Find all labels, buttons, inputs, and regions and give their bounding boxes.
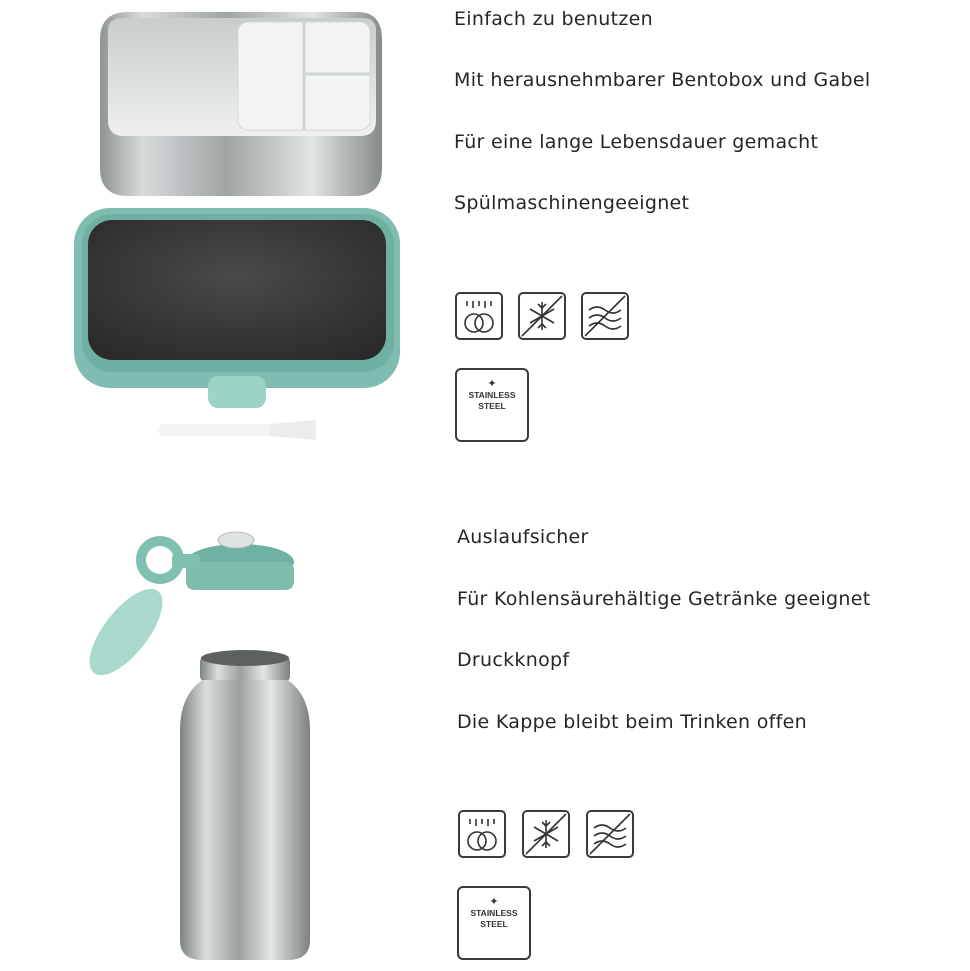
bottle-feature-4: Die Kappe bleibt beim Trinken offen bbox=[457, 711, 807, 733]
bottle-image bbox=[80, 520, 320, 960]
lunchbox-image bbox=[70, 0, 410, 450]
bottle-feature-2: Für Kohlensäurehältige Getränke geeignet bbox=[457, 588, 871, 610]
badge-line-2: STEEL bbox=[480, 919, 508, 929]
badge-line-2: STEEL bbox=[478, 401, 506, 411]
sparkle-icon: ✦ bbox=[487, 377, 497, 390]
lunchbox-feature-4: Spülmaschinengeeignet bbox=[454, 192, 690, 214]
lunchbox-feature-1: Einfach zu benutzen bbox=[454, 8, 653, 30]
freezer-icon bbox=[522, 810, 570, 858]
lunchbox-feature-3: Für eine lange Lebensdauer gemacht bbox=[454, 131, 819, 153]
no-heat-icon bbox=[581, 292, 629, 340]
no-heat-icon bbox=[586, 810, 634, 858]
sparkle-icon: ✦ bbox=[489, 895, 499, 908]
freezer-icon bbox=[518, 292, 566, 340]
stainless-steel-badge bbox=[457, 886, 531, 960]
lunchbox-feature-2: Mit herausnehmbarer Bentobox und Gabel bbox=[454, 69, 871, 91]
stainless-steel-badge bbox=[455, 368, 529, 442]
bottle-feature-3: Druckknopf bbox=[457, 649, 570, 671]
dishwasher-icon bbox=[458, 810, 506, 858]
badge-line-1: STAINLESS bbox=[470, 908, 518, 918]
dishwasher-icon bbox=[455, 292, 503, 340]
bottle-feature-1: Auslaufsicher bbox=[457, 526, 589, 548]
badge-line-1: STAINLESS bbox=[468, 390, 516, 400]
